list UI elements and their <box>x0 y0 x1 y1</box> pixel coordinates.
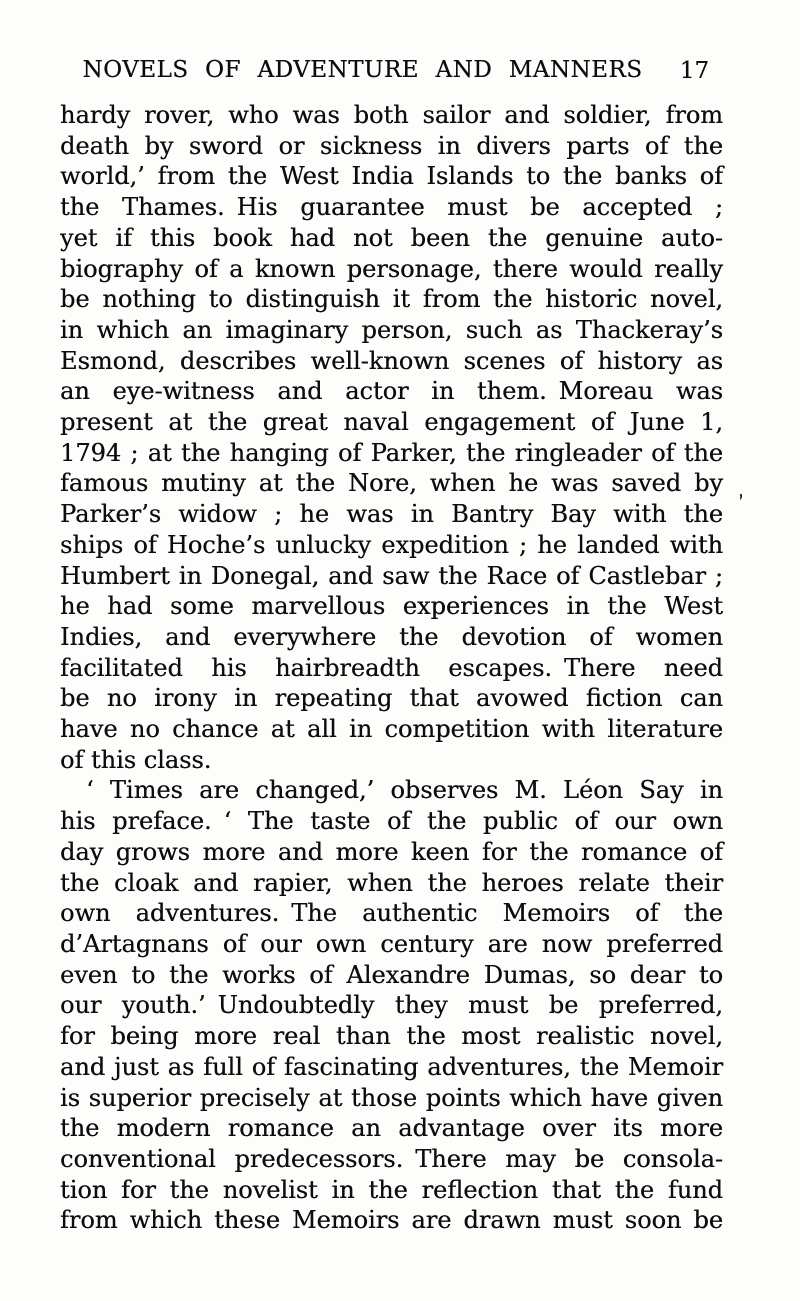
text-line: Esmond, describes well-known scenes of history as <box>60 346 723 375</box>
text-line: for being more real than the most realistic novel, <box>60 1022 723 1051</box>
text-line: the Thames. His guarantee must be accepted ; <box>60 193 723 222</box>
text-line: Humbert in Donegal, and saw the Race of Castlebar ; <box>60 561 723 590</box>
text-line: be no irony in repeating that avowed fiction can <box>60 684 723 713</box>
text-line: ships of Hoche’s unlucky expedition ; he landed with <box>60 530 723 559</box>
text-line: from which these Memoirs are drawn must soon be <box>60 1206 723 1235</box>
text-line: in which an imaginary person, such as Thackeray’s <box>60 315 723 344</box>
text-line: and just as full of fascinating adventures, the Memoir <box>60 1052 723 1081</box>
text-line: of this class. <box>60 745 212 774</box>
text-line: d’Artagnans of our own century are now preferred <box>60 929 723 958</box>
running-header <box>60 57 723 87</box>
text-line: is superior precisely at those points which have given <box>60 1083 723 1112</box>
text-line: ‘ Times are changed,’ observes M. Léon Say in <box>86 776 723 805</box>
text-line: yet if this book had not been the genuine auto- <box>60 223 723 252</box>
text-line: the modern romance an advantage over its more <box>60 1114 723 1143</box>
text-line: hardy rover, who was both sailor and soldier, from <box>60 101 723 129</box>
text-line: he had some marvellous experiences in the West <box>60 592 723 621</box>
text-line: Indies, and everywhere the devotion of women <box>60 622 723 651</box>
text-line: biography of a known personage, there would really <box>60 254 723 283</box>
text-line: Parker’s widow ; he was in Bantry Bay with the <box>60 500 723 529</box>
text-line: present at the great naval engagement of June 1, <box>60 408 723 437</box>
text-line: facilitated his hairbreadth escapes. There need <box>60 653 723 682</box>
paragraph <box>60 100 723 775</box>
ink-speck-artifact: ‚ <box>730 477 747 503</box>
text-line: day grows more and more keen for the romance of <box>60 837 723 866</box>
text-line: even to the works of Alexandre Dumas, so dear to <box>60 960 723 989</box>
running-title: NOVELS OF ADVENTURE AND MANNERS <box>82 57 643 83</box>
text-line: tion for the novelist in the reflection that the fund <box>60 1175 723 1204</box>
text-line: have no chance at all in competition with literature <box>60 715 723 744</box>
text-line: conventional predecessors. There may be consola- <box>60 1144 723 1173</box>
paragraph <box>60 775 723 1236</box>
text-line: own adventures. The authentic Memoirs of the <box>60 899 723 928</box>
text-line: the cloak and rapier, when the heroes relate their <box>60 868 723 897</box>
text-line: our youth.’ Undoubtedly they must be preferred, <box>60 991 723 1020</box>
text-line: death by sword or sickness in divers parts of the <box>60 131 723 160</box>
text-line: world,’ from the West India Islands to the banks of <box>60 162 723 191</box>
text-line: 1794 ; at the hanging of Parker, the ringleader of the <box>60 438 723 467</box>
page-text <box>60 100 723 1236</box>
page-number: 17 <box>679 58 709 84</box>
text-line: be nothing to distinguish it from the historic novel, <box>60 285 723 314</box>
text-line: an eye-witness and actor in them. Moreau was <box>60 377 723 406</box>
text-line: famous mutiny at the Nore, when he was saved by <box>60 469 723 498</box>
text-line: his preface. ‘ The taste of the public of our own <box>60 807 723 836</box>
